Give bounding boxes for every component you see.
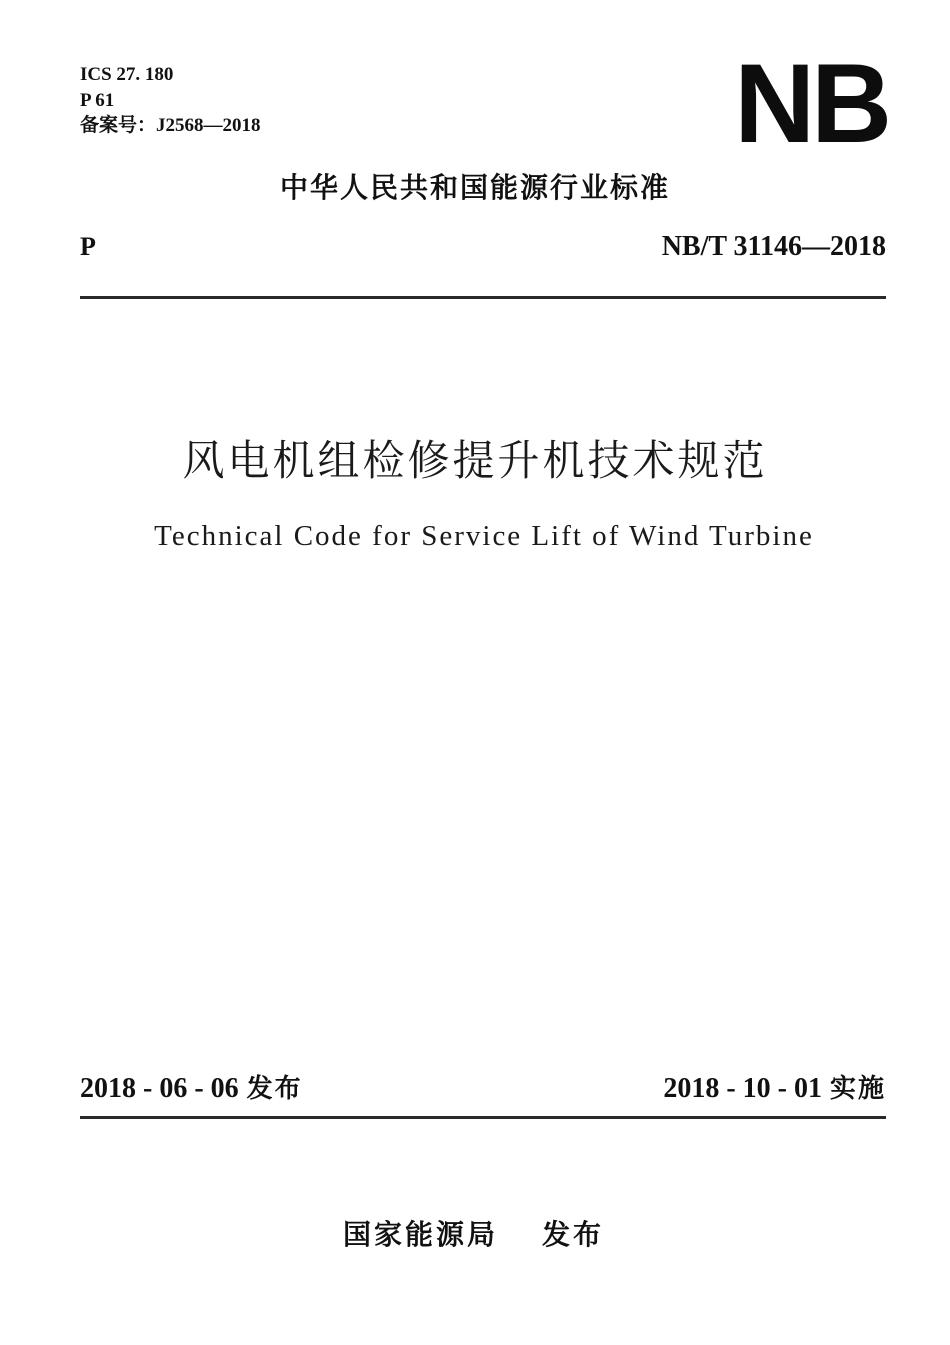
implement-label: 实施 bbox=[829, 1074, 886, 1104]
standard-category: 中华人民共和国能源行业标准 bbox=[279, 171, 670, 204]
implement-date: 2018 - 10 - 01 bbox=[663, 1073, 822, 1104]
nb-logo: NB bbox=[734, 41, 888, 166]
top-divider bbox=[80, 296, 886, 299]
ccs-code: P 61 bbox=[80, 90, 115, 111]
title-chinese: 风电机组检修提升机技术规范 bbox=[182, 436, 768, 485]
implement-date-line bbox=[663, 1071, 886, 1107]
record-number: 备案号：J2568—2018 bbox=[80, 115, 261, 136]
classification-letter: P bbox=[80, 232, 96, 261]
issue-label: 发布 bbox=[246, 1074, 303, 1104]
issue-date-line bbox=[80, 1071, 303, 1107]
bottom-divider bbox=[80, 1116, 886, 1119]
title-english: Technical Code for Service Lift of Wind Turbine bbox=[154, 520, 814, 552]
publisher-name: 国家能源局 bbox=[343, 1218, 499, 1251]
standard-number: NB/T 31146—2018 bbox=[661, 231, 886, 262]
publisher-action: 发布 bbox=[542, 1218, 605, 1251]
issue-date: 2018 - 06 - 06 bbox=[80, 1073, 239, 1104]
ics-code: ICS 27. 180 bbox=[80, 64, 174, 85]
publisher-line bbox=[343, 1215, 604, 1255]
